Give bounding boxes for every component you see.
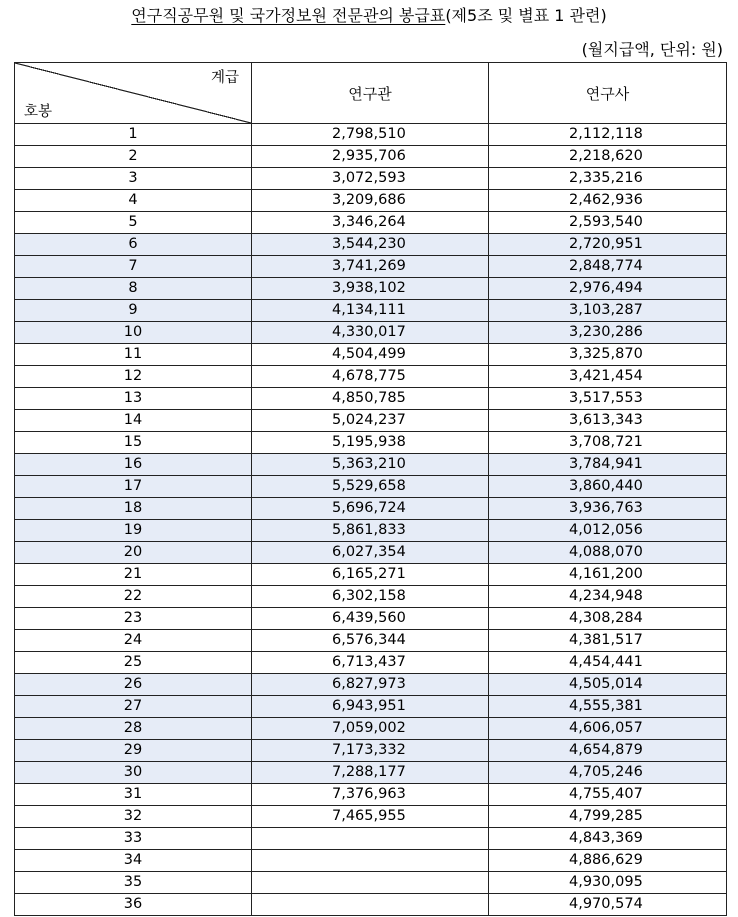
header-row [15, 63, 727, 124]
step-cell: 18 [15, 498, 252, 520]
table-row [15, 806, 727, 828]
table-row [15, 476, 727, 498]
senior-researcher-salary-cell: 6,165,271 [252, 564, 489, 586]
step-cell: 13 [15, 388, 252, 410]
step-cell: 29 [15, 740, 252, 762]
step-cell: 35 [15, 872, 252, 894]
researcher-salary-cell: 4,454,441 [489, 652, 727, 674]
senior-researcher-salary-cell: 6,827,973 [252, 674, 489, 696]
senior-researcher-salary-cell: 6,027,354 [252, 542, 489, 564]
senior-researcher-salary-cell: 7,173,332 [252, 740, 489, 762]
senior-researcher-salary-cell: 6,576,344 [252, 630, 489, 652]
step-cell: 23 [15, 608, 252, 630]
researcher-salary-cell: 3,421,454 [489, 366, 727, 388]
table-row [15, 894, 727, 916]
researcher-salary-cell: 4,012,056 [489, 520, 727, 542]
table-row [15, 124, 727, 146]
step-cell: 22 [15, 586, 252, 608]
senior-researcher-salary-cell: 3,346,264 [252, 212, 489, 234]
researcher-salary-cell: 3,860,440 [489, 476, 727, 498]
table-row [15, 872, 727, 894]
senior-researcher-salary-cell: 7,059,002 [252, 718, 489, 740]
step-cell: 1 [15, 124, 252, 146]
table-row [15, 146, 727, 168]
senior-researcher-salary-cell: 6,439,560 [252, 608, 489, 630]
table-row [15, 718, 727, 740]
step-cell: 15 [15, 432, 252, 454]
senior-researcher-salary-cell: 3,072,593 [252, 168, 489, 190]
table-row [15, 410, 727, 432]
senior-researcher-salary-cell: 7,376,963 [252, 784, 489, 806]
table-row [15, 784, 727, 806]
step-cell: 11 [15, 344, 252, 366]
step-cell: 30 [15, 762, 252, 784]
corner-header-cell [15, 63, 252, 124]
researcher-salary-cell: 3,325,870 [489, 344, 727, 366]
step-cell: 28 [15, 718, 252, 740]
step-cell: 21 [15, 564, 252, 586]
researcher-salary-cell: 2,976,494 [489, 278, 727, 300]
rank-label: 계급 [210, 70, 239, 86]
senior-researcher-salary-cell: 4,850,785 [252, 388, 489, 410]
researcher-salary-cell: 4,843,369 [489, 828, 727, 850]
step-cell: 33 [15, 828, 252, 850]
researcher-salary-cell: 3,784,941 [489, 454, 727, 476]
senior-researcher-salary-cell [252, 894, 489, 916]
table-row [15, 762, 727, 784]
researcher-salary-cell: 4,755,407 [489, 784, 727, 806]
table-row [15, 322, 727, 344]
researcher-salary-cell: 4,606,057 [489, 718, 727, 740]
researcher-salary-cell: 2,112,118 [489, 124, 727, 146]
table-row [15, 740, 727, 762]
researcher-salary-cell: 4,930,095 [489, 872, 727, 894]
step-cell: 4 [15, 190, 252, 212]
researcher-salary-cell: 4,654,879 [489, 740, 727, 762]
table-row [15, 696, 727, 718]
title-suffix: (제5조 및 별표 1 관련) [445, 6, 607, 25]
table-row [15, 432, 727, 454]
researcher-salary-cell: 2,218,620 [489, 146, 727, 168]
senior-researcher-salary-cell [252, 872, 489, 894]
step-cell: 20 [15, 542, 252, 564]
step-cell: 12 [15, 366, 252, 388]
table-row [15, 652, 727, 674]
researcher-salary-cell: 4,886,629 [489, 850, 727, 872]
step-cell: 5 [15, 212, 252, 234]
table-row [15, 608, 727, 630]
table-row [15, 212, 727, 234]
senior-researcher-salary-cell: 7,465,955 [252, 806, 489, 828]
step-cell: 36 [15, 894, 252, 916]
column-header-researcher-senior: 연구관 [252, 63, 489, 124]
researcher-salary-cell: 3,517,553 [489, 388, 727, 410]
researcher-salary-cell: 3,230,286 [489, 322, 727, 344]
step-cell: 26 [15, 674, 252, 696]
researcher-salary-cell: 4,161,200 [489, 564, 727, 586]
senior-researcher-salary-cell: 5,195,938 [252, 432, 489, 454]
step-cell: 8 [15, 278, 252, 300]
researcher-salary-cell: 3,708,721 [489, 432, 727, 454]
researcher-salary-cell: 4,381,517 [489, 630, 727, 652]
senior-researcher-salary-cell: 2,798,510 [252, 124, 489, 146]
step-cell: 32 [15, 806, 252, 828]
table-row [15, 498, 727, 520]
researcher-salary-cell: 3,103,287 [489, 300, 727, 322]
researcher-salary-cell: 2,462,936 [489, 190, 727, 212]
senior-researcher-salary-cell: 3,544,230 [252, 234, 489, 256]
step-cell: 19 [15, 520, 252, 542]
table-row [15, 256, 727, 278]
column-header-researcher: 연구사 [489, 63, 727, 124]
senior-researcher-salary-cell: 6,302,158 [252, 586, 489, 608]
researcher-salary-cell: 4,505,014 [489, 674, 727, 696]
researcher-salary-cell: 4,234,948 [489, 586, 727, 608]
researcher-salary-cell: 4,088,070 [489, 542, 727, 564]
table-row [15, 850, 727, 872]
step-cell: 14 [15, 410, 252, 432]
table-body [15, 124, 727, 916]
senior-researcher-salary-cell [252, 850, 489, 872]
researcher-salary-cell: 4,555,381 [489, 696, 727, 718]
senior-researcher-salary-cell: 7,288,177 [252, 762, 489, 784]
step-cell: 31 [15, 784, 252, 806]
step-cell: 34 [15, 850, 252, 872]
title-main: 연구직공무원 및 국가정보원 전문관의 봉급표 [131, 6, 446, 25]
table-row [15, 278, 727, 300]
table-row [15, 630, 727, 652]
table-row [15, 542, 727, 564]
step-cell: 9 [15, 300, 252, 322]
senior-researcher-salary-cell: 3,741,269 [252, 256, 489, 278]
step-label: 호봉 [24, 104, 53, 120]
table-row [15, 234, 727, 256]
researcher-salary-cell: 2,848,774 [489, 256, 727, 278]
researcher-salary-cell: 4,799,285 [489, 806, 727, 828]
diagonal-divider [15, 63, 251, 123]
table-row [15, 388, 727, 410]
senior-researcher-salary-cell: 5,363,210 [252, 454, 489, 476]
researcher-salary-cell: 3,936,763 [489, 498, 727, 520]
researcher-salary-cell: 4,970,574 [489, 894, 727, 916]
step-cell: 16 [15, 454, 252, 476]
senior-researcher-salary-cell: 5,529,658 [252, 476, 489, 498]
table-row [15, 586, 727, 608]
step-cell: 24 [15, 630, 252, 652]
senior-researcher-salary-cell: 5,861,833 [252, 520, 489, 542]
table-row [15, 454, 727, 476]
researcher-salary-cell: 2,720,951 [489, 234, 727, 256]
table-row [15, 520, 727, 542]
senior-researcher-salary-cell: 2,935,706 [252, 146, 489, 168]
researcher-salary-cell: 3,613,343 [489, 410, 727, 432]
senior-researcher-salary-cell: 4,134,111 [252, 300, 489, 322]
table-row [15, 674, 727, 696]
step-cell: 17 [15, 476, 252, 498]
step-cell: 10 [15, 322, 252, 344]
researcher-salary-cell: 2,335,216 [489, 168, 727, 190]
table-row [15, 168, 727, 190]
senior-researcher-salary-cell: 3,938,102 [252, 278, 489, 300]
table-row [15, 564, 727, 586]
salary-table [14, 62, 727, 916]
senior-researcher-salary-cell [252, 828, 489, 850]
table-row [15, 828, 727, 850]
step-cell: 2 [15, 146, 252, 168]
step-cell: 25 [15, 652, 252, 674]
table-row [15, 190, 727, 212]
table-row [15, 344, 727, 366]
senior-researcher-salary-cell: 4,678,775 [252, 366, 489, 388]
step-cell: 27 [15, 696, 252, 718]
researcher-salary-cell: 4,705,246 [489, 762, 727, 784]
document-title [0, 5, 738, 27]
table-row [15, 366, 727, 388]
senior-researcher-salary-cell: 6,713,437 [252, 652, 489, 674]
senior-researcher-salary-cell: 5,024,237 [252, 410, 489, 432]
senior-researcher-salary-cell: 3,209,686 [252, 190, 489, 212]
senior-researcher-salary-cell: 5,696,724 [252, 498, 489, 520]
senior-researcher-salary-cell: 6,943,951 [252, 696, 489, 718]
senior-researcher-salary-cell: 4,504,499 [252, 344, 489, 366]
step-cell: 3 [15, 168, 252, 190]
researcher-salary-cell: 4,308,284 [489, 608, 727, 630]
unit-note: (월지급액, 단위: 원) [581, 40, 723, 59]
senior-researcher-salary-cell: 4,330,017 [252, 322, 489, 344]
researcher-salary-cell: 2,593,540 [489, 212, 727, 234]
step-cell: 7 [15, 256, 252, 278]
table-row [15, 300, 727, 322]
step-cell: 6 [15, 234, 252, 256]
